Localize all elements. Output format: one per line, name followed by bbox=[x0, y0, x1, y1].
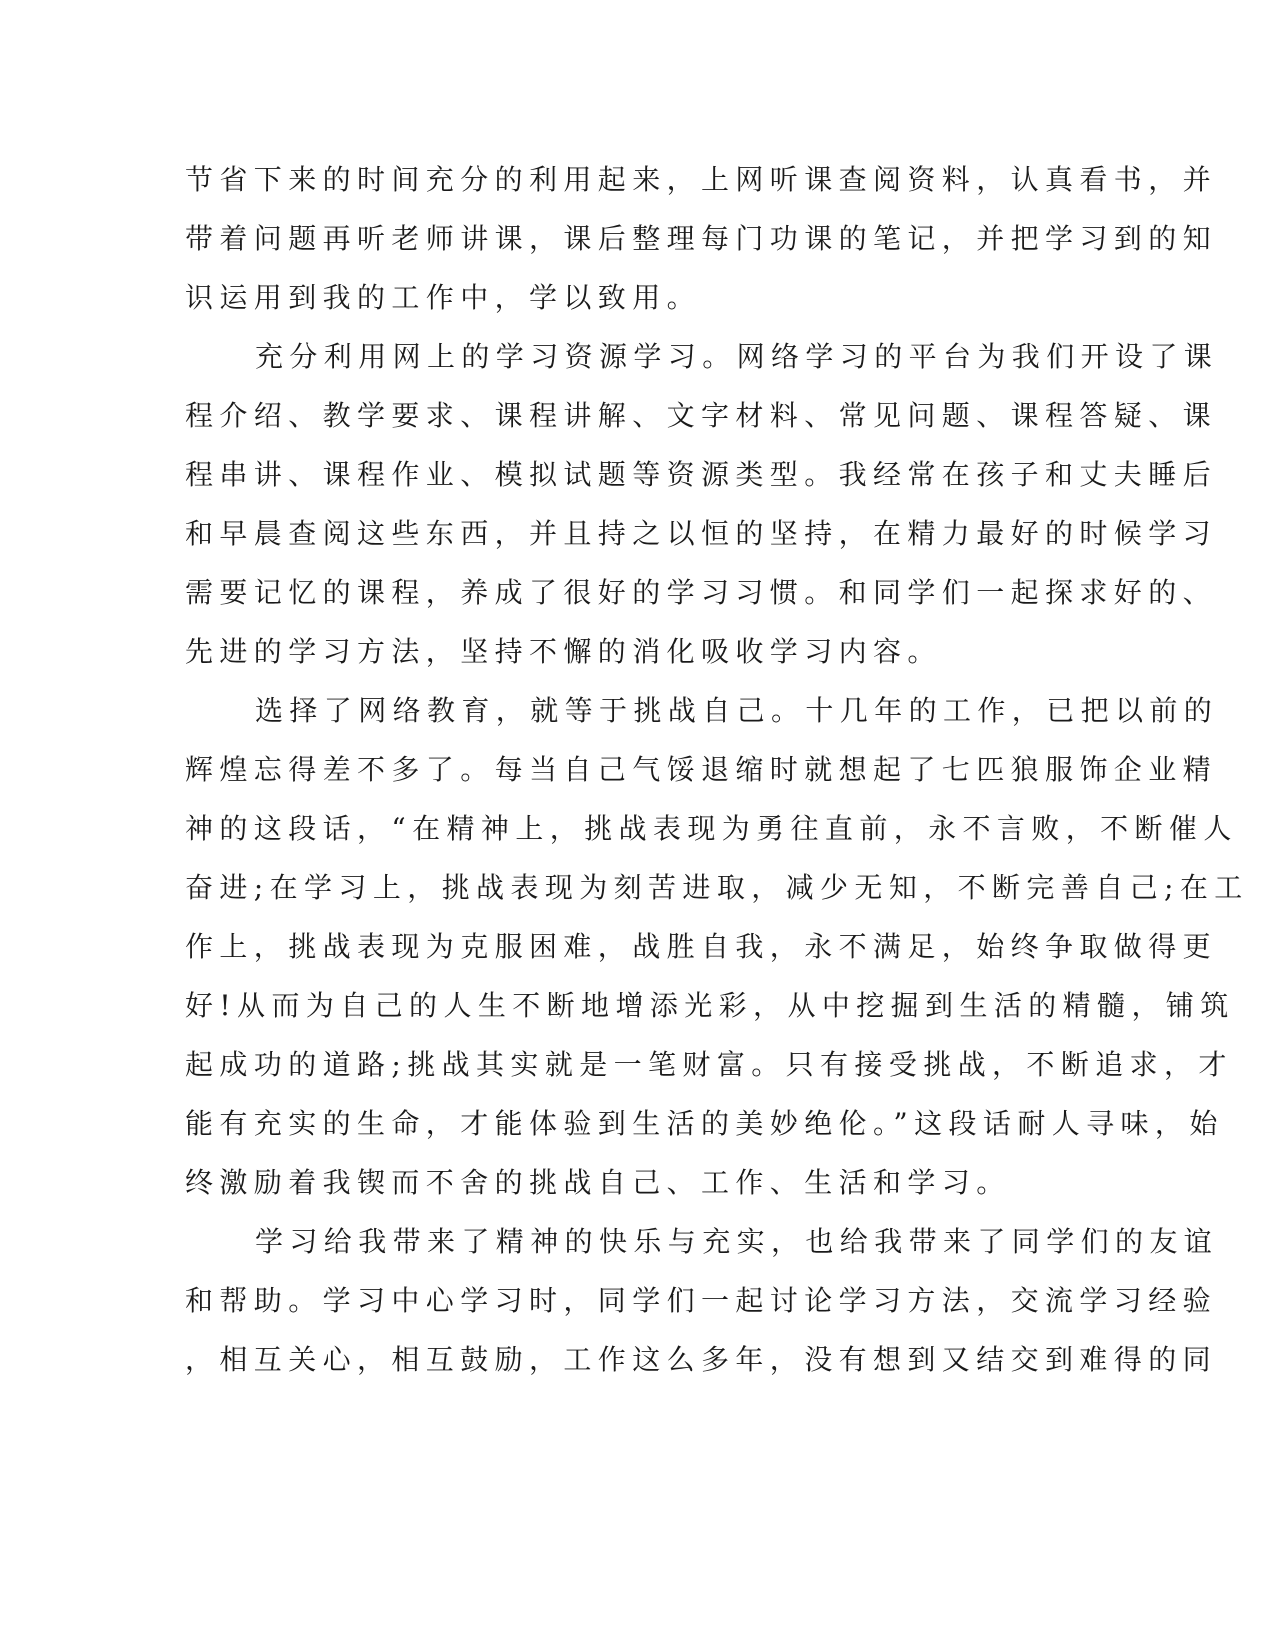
text-line: 神的这段话，“在精神上，挑战表现为勇往直前，永不言败，不断催人 bbox=[185, 812, 1238, 845]
text-line: 选择了网络教育，就等于挑战自己。十几年的工作，已把以前的 bbox=[255, 694, 1219, 727]
text-line: 识运用到我的工作中，学以致用。 bbox=[185, 281, 702, 314]
text-line: 辉煌忘得差不多了。每当自己气馁退缩时就想起了七匹狼服饰企业精 bbox=[185, 753, 1218, 786]
text-line: 能有充实的生命，才能体验到生活的美妙绝伦。”这段话耐人寻味，始 bbox=[185, 1107, 1224, 1140]
text-line: ，相互关心，相互鼓励，工作这么多年，没有想到又结交到难得的同 bbox=[185, 1343, 1218, 1376]
text-line: 起成功的道路;挑战其实就是一笔财富。只有接受挑战，不断追求，才 bbox=[185, 1048, 1233, 1081]
text-line: 程串讲、课程作业、模拟试题等资源类型。我经常在孩子和丈夫睡后 bbox=[185, 458, 1218, 491]
text-line: 和早晨查阅这些东西，并且持之以恒的坚持，在精力最好的时候学习 bbox=[185, 517, 1218, 550]
text-line: 需要记忆的课程，养成了很好的学习习惯。和同学们一起探求好的、 bbox=[185, 576, 1218, 609]
text-line: 充分利用网上的学习资源学习。网络学习的平台为我们开设了课 bbox=[255, 340, 1219, 373]
text-line: 带着问题再听老师讲课，课后整理每门功课的笔记，并把学习到的知 bbox=[185, 222, 1218, 255]
text-line: 节省下来的时间充分的利用起来，上网听课查阅资料，认真看书，并 bbox=[185, 163, 1218, 196]
text-line: 终激励着我锲而不舍的挑战自己、工作、生活和学习。 bbox=[185, 1166, 1011, 1199]
text-line: 作上，挑战表现为克服困难，战胜自我，永不满足，始终争取做得更 bbox=[185, 930, 1218, 963]
text-line: 好!从而为自己的人生不断地增添光彩，从中挖掘到生活的精髓，铺筑 bbox=[185, 989, 1235, 1022]
text-line: 程介绍、教学要求、课程讲解、文字材料、常见问题、课程答疑、课 bbox=[185, 399, 1218, 432]
text-line: 先进的学习方法，坚持不懈的消化吸收学习内容。 bbox=[185, 635, 942, 668]
text-line: 和帮助。学习中心学习时，同学们一起讨论学习方法，交流学习经验 bbox=[185, 1284, 1218, 1317]
text-line: 学习给我带来了精神的快乐与充实，也给我带来了同学们的友谊 bbox=[255, 1225, 1219, 1258]
text-line: 奋进;在学习上，挑战表现为刻苦进取，减少无知，不断完善自己;在工 bbox=[185, 871, 1249, 904]
